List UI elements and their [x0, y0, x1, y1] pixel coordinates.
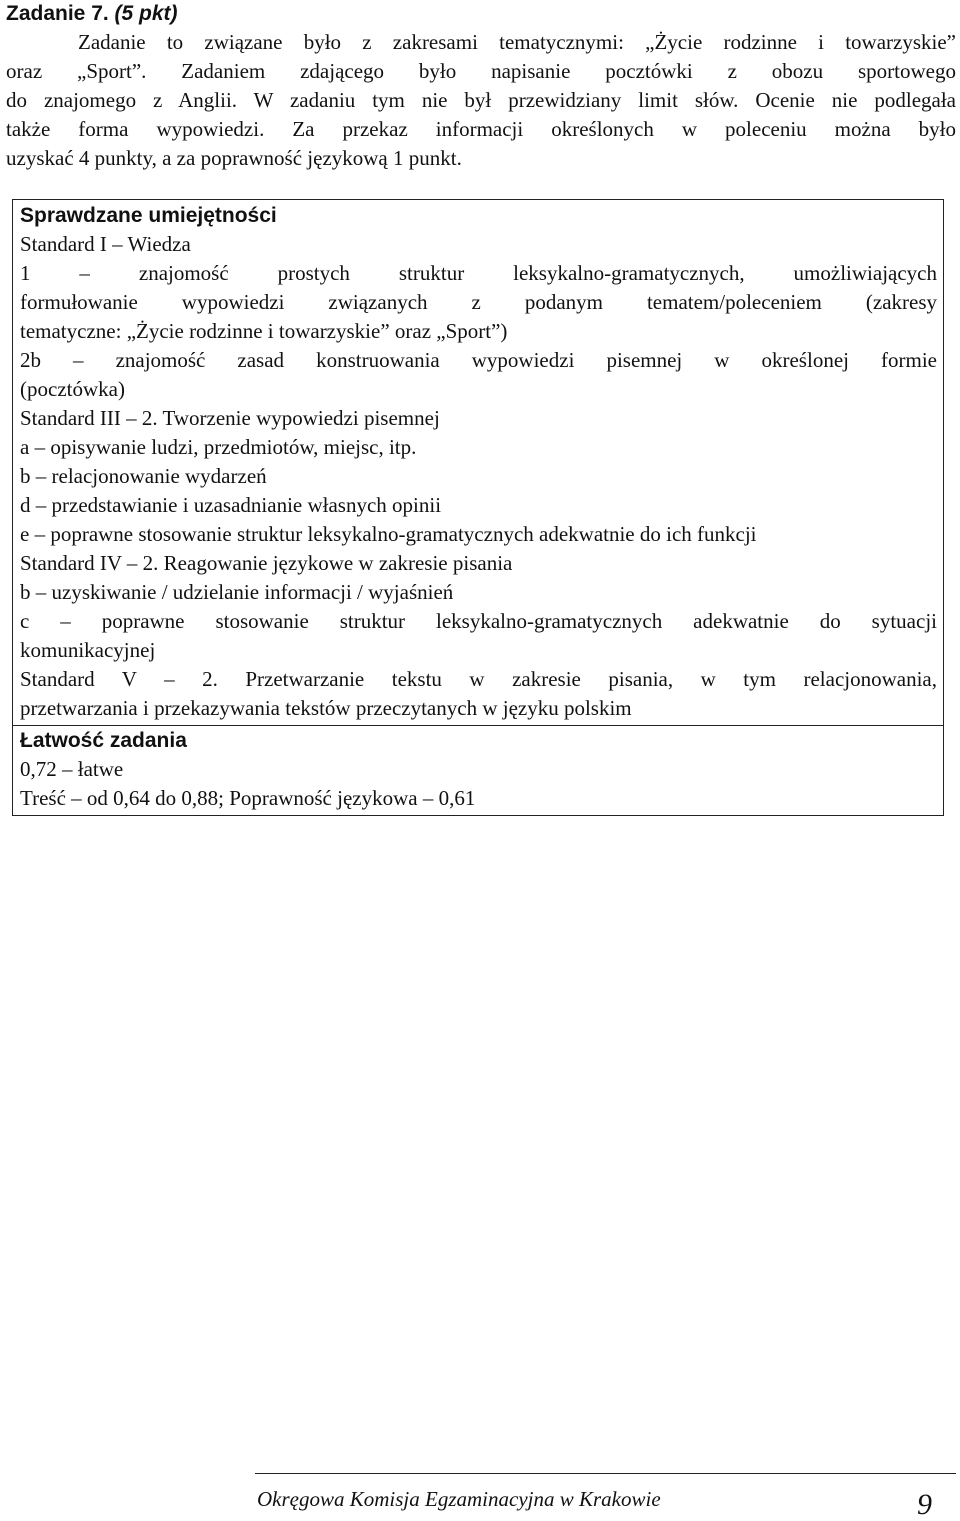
task-points: (5 pkt)	[114, 2, 178, 25]
skill-line: c – poprawne stosowanie struktur leksykalno-gramatycznych adekwatnie do sytuacji	[20, 609, 937, 633]
skill-line: Standard I – Wiedza	[20, 232, 191, 256]
difficulty-value: 0,72 – łatwe	[20, 757, 124, 781]
intro-line-3: do znajomego z Anglii. W zadaniu tym nie był przewidziany limit słów. Ocenie nie podlegała	[6, 88, 956, 112]
skills-header: Sprawdzane umiejętności	[20, 204, 277, 227]
task-description	[6, 28, 956, 173]
difficulty-section	[13, 726, 943, 815]
skills-table	[12, 199, 944, 816]
skill-line: 2b – znajomość zasad konstruowania wypowiedzi pisemnej w określonej formie	[20, 348, 937, 372]
skill-line: b – relacjonowanie wydarzeń	[20, 464, 267, 488]
footer-divider	[255, 1473, 956, 1474]
skill-line: (pocztówka)	[20, 377, 125, 401]
difficulty-detail: Treść – od 0,64 do 0,88; Poprawność językowa – 0,61	[20, 786, 476, 810]
intro-line-5: uzyskać 4 punkty, a za poprawność językową 1 punkt.	[6, 146, 462, 170]
skill-line: 1 – znajomość prostych struktur leksykalno-gramatycznych, umożliwiających	[20, 261, 937, 285]
task-heading	[6, 0, 178, 28]
skill-line: Standard V – 2. Przetwarzanie tekstu w zakresie pisania, w tym relacjonowania,	[20, 667, 937, 691]
task-title: Zadanie 7.	[6, 2, 109, 25]
skills-section	[13, 200, 943, 726]
skill-line: przetwarzania i przekazywania tekstów przeczytanych w języku polskim	[20, 696, 632, 720]
skill-line: e – poprawne stosowanie struktur leksykalno-gramatycznych adekwatnie do ich funkcji	[20, 522, 757, 546]
skill-line: formułowanie wypowiedzi związanych z podanym tematem/poleceniem (zakresy	[20, 290, 937, 314]
skill-line: komunikacyjnej	[20, 638, 156, 662]
intro-line-2: oraz „Sport”. Zadaniem zdającego było napisanie pocztówki z obozu sportowego	[6, 59, 956, 83]
page-number: 9	[917, 1488, 932, 1521]
skill-line: a – opisywanie ludzi, przedmiotów, miejsc, itp.	[20, 435, 417, 459]
skill-line: d – przedstawianie i uzasadnianie własnych opinii	[20, 493, 442, 517]
intro-line-4: także forma wypowiedzi. Za przekaz informacji określonych w poleceniu można było	[6, 117, 956, 141]
difficulty-header: Łatwość zadania	[20, 729, 187, 752]
skill-line: Standard III – 2. Tworzenie wypowiedzi pisemnej	[20, 406, 440, 430]
skill-line: tematyczne: „Życie rodzinne i towarzyskie” oraz „Sport”)	[20, 319, 508, 343]
footer-institution: Okręgowa Komisja Egzaminacyjna w Krakowie	[257, 1487, 661, 1511]
skill-line: Standard IV – 2. Reagowanie językowe w zakresie pisania	[20, 551, 513, 575]
intro-line-1: Zadanie to związane było z zakresami tematycznymi: „Życie rodzinne i towarzyskie”	[78, 30, 956, 54]
skill-line: b – uzyskiwanie / udzielanie informacji / wyjaśnień	[20, 580, 454, 604]
